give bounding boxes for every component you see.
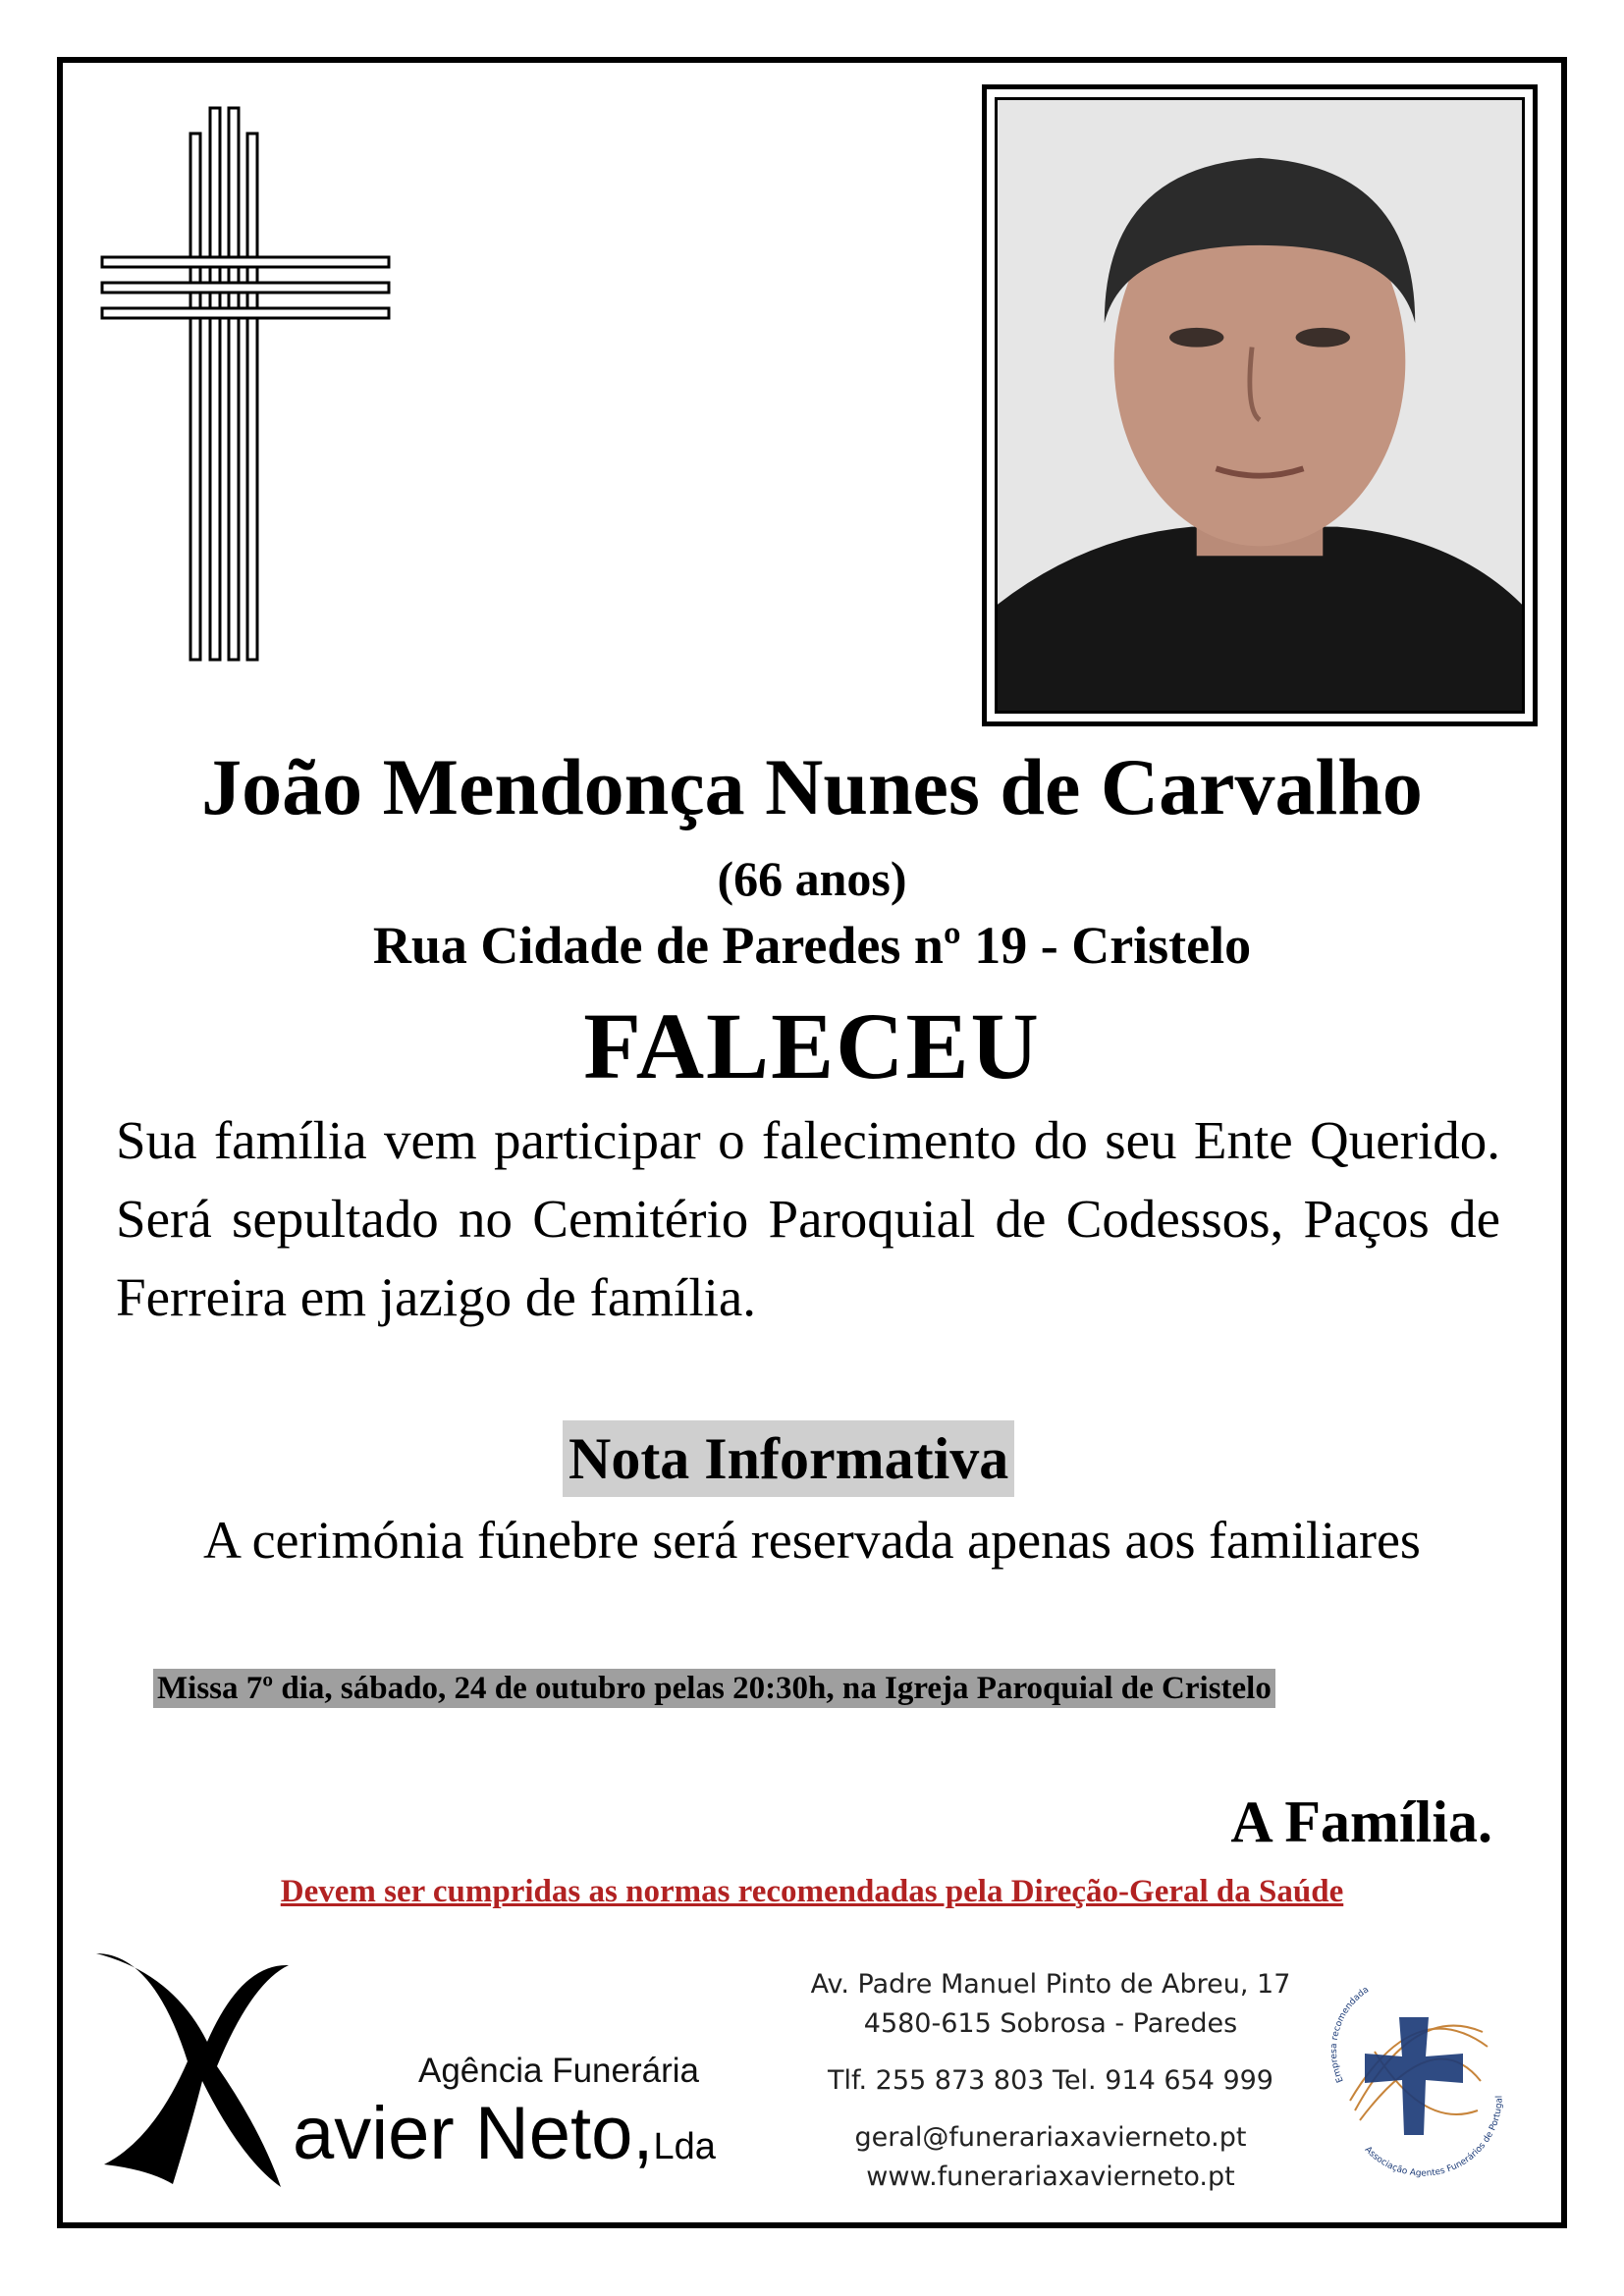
email-address: geral@funerariaxavierneto.pt: [854, 2122, 1247, 2153]
note-title: Nota Informativa: [563, 1420, 1014, 1497]
portrait-photo: [995, 97, 1525, 714]
deceased-name: João Mendonça Nunes de Carvalho: [201, 742, 1423, 831]
address-line-2: 4580-615 Sobrosa - Paredes: [863, 2008, 1238, 2039]
deceased-age: (66 anos): [717, 851, 907, 906]
note-text: A cerimónia fúnebre será reservada apenas aos familiares: [203, 1511, 1421, 1570]
website-url: www.funerariaxavierneto.pt: [866, 2162, 1235, 2192]
announcement-text: Sua família vem participar o falecimento do seu Ente Querido. Será sepultado no Cemitério Paroquial de Codessos, Paços de Ferreira em jazigo de família.: [116, 1110, 1500, 1327]
agency-name-text: avier Neto,: [293, 2092, 654, 2175]
agency-label: Agência Funerária: [418, 2052, 699, 2090]
mass-info: Missa 7º dia, sábado, 24 de outubro pelas 20:30h, na Igreja Paroquial de Cristelo: [153, 1669, 1275, 1708]
deceased-address: Rua Cidade de Paredes nº 19 - Cristelo: [372, 916, 1252, 975]
health-notice: Devem ser cumpridas as normas recomendadas pela Direção-Geral da Saúde: [280, 1874, 1344, 1909]
phone-numbers: Tlf. 255 873 803 Tel. 914 654 999: [827, 2065, 1273, 2096]
association-badge-icon: [1316, 1963, 1512, 2179]
agency-name: [293, 2091, 716, 2176]
x-logo-icon: [94, 1944, 291, 2189]
address-line-1: Av. Padre Manuel Pinto de Abreu, 17: [810, 1969, 1291, 2000]
contact-block: [746, 1965, 1355, 2197]
badge-bottom-text: Associação Agentes Funerários de Portugal: [1362, 2095, 1505, 2179]
signoff: A Família.: [1230, 1789, 1492, 1854]
badge-top-text: Empresa recomendada: [1328, 1985, 1372, 2084]
svg-text:Associação Agentes Funerários: [1363, 2096, 1505, 2179]
cross-icon: [98, 104, 393, 664]
death-heading: FALECEU: [583, 993, 1041, 1098]
svg-text:Empresa recomendada: [1329, 1985, 1371, 2084]
agency-suffix: Lda: [653, 2126, 716, 2167]
portrait-frame: [982, 84, 1538, 726]
